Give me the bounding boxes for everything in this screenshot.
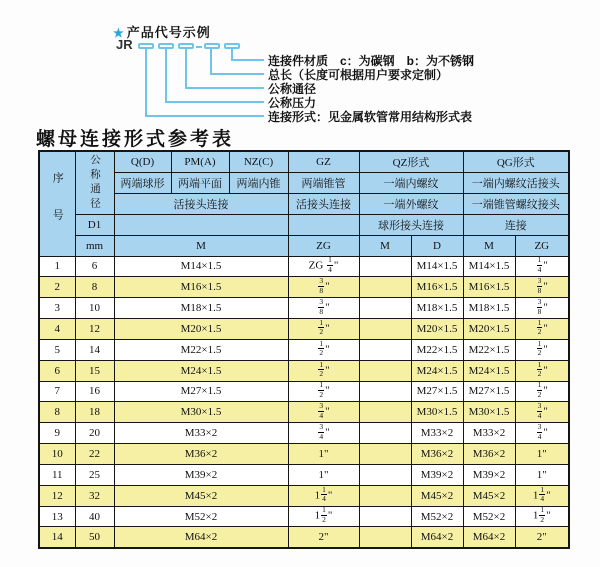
diagram-label-material: 连接件材质 c：为碳钢 b：为不锈钢 (268, 54, 475, 68)
cell-qz-m (359, 256, 411, 277)
cell-qz-d: M16×1.5 (411, 277, 463, 298)
cell-qz-m (359, 423, 411, 444)
cell-qg-m: M36×2 (463, 444, 515, 465)
cell-seq: 12 (39, 485, 75, 506)
header-col-q: Q(D) (114, 151, 171, 172)
diagram-label-pressure: 公称压力 (268, 96, 317, 110)
header-d1: D1 (75, 214, 114, 235)
code-dash (196, 46, 202, 48)
star-icon: ★ (113, 26, 125, 40)
table-row (39, 506, 569, 527)
cell-qz-m (359, 485, 411, 506)
header-blank-left (114, 214, 288, 235)
cell-qz-m (359, 464, 411, 485)
cell-m: M33×2 (114, 423, 288, 444)
cell-m: M45×2 (114, 485, 288, 506)
cell-dn: 22 (75, 444, 114, 465)
cell-qz-d: M20×1.5 (411, 319, 463, 340)
table-row (39, 381, 569, 402)
cell-qg-zg: 1" (515, 464, 569, 485)
cell-seq: 9 (39, 423, 75, 444)
header-qg-desc1: 一端内螺纹活接头 (463, 172, 569, 193)
table-row (39, 319, 569, 340)
cell-qz-d: M24×1.5 (411, 360, 463, 381)
header-col-nz: NZ(C) (229, 151, 288, 172)
diagram-label-connection: 连接形式：见金属软管常用结构形式表 (268, 110, 473, 124)
header-qg-desc3: 连接 (463, 214, 569, 235)
cell-qz-m (359, 360, 411, 381)
cell-qz-d: M18×1.5 (411, 298, 463, 319)
cell-dn: 18 (75, 402, 114, 423)
cell-m: M20×1.5 (114, 319, 288, 340)
cell-qg-zg: $\frac{1}{2}$ " (515, 339, 569, 360)
cell-dn: 32 (75, 485, 114, 506)
cell-dn: 14 (75, 339, 114, 360)
table-title: 螺母连接形式参考表 (36, 129, 235, 150)
cell-qg-m: M33×2 (463, 423, 515, 444)
cell-qz-d: M52×2 (411, 506, 463, 527)
cell-qg-zg: $\frac{3}{8}$ " (515, 298, 569, 319)
cell-qz-d: M33×2 (411, 423, 463, 444)
cell-gz: 1" (288, 444, 359, 465)
cell-m: M39×2 (114, 464, 288, 485)
cell-m: M27×1.5 (114, 381, 288, 402)
cell-m: M18×1.5 (114, 298, 288, 319)
header-qz-d: D (411, 235, 463, 256)
nut-connection-table (38, 150, 570, 549)
leader-line-5 (145, 49, 264, 117)
header-zg-gz: ZG (288, 235, 359, 256)
cell-qg-zg: 1 $\frac{1}{4}$ " (515, 485, 569, 506)
header-qg-m: M (463, 235, 515, 256)
table-row (39, 464, 569, 485)
cell-qz-m (359, 339, 411, 360)
header-seq: 序号 (39, 151, 75, 256)
cell-qz-m (359, 381, 411, 402)
header-gz-union: 活接头连接 (288, 193, 359, 214)
cell-qz-d: M14×1.5 (411, 256, 463, 277)
cell-seq: 13 (39, 506, 75, 527)
cell-qz-d: M22×1.5 (411, 339, 463, 360)
cell-m: M52×2 (114, 506, 288, 527)
header-col-qz: QZ形式 (359, 151, 463, 172)
cell-dn: 25 (75, 464, 114, 485)
table-row (39, 277, 569, 298)
cell-qz-d: M39×2 (411, 464, 463, 485)
header-m-merged: M (114, 235, 288, 256)
header-mm: mm (75, 235, 114, 256)
cell-gz: $\frac{1}{2}$ " (288, 319, 359, 340)
table-row (39, 256, 569, 277)
cell-qz-d: M30×1.5 (411, 402, 463, 423)
cell-qg-zg: $\frac{3}{8}$ " (515, 277, 569, 298)
header-col-gz: GZ (288, 151, 359, 172)
cell-qz-d: M45×2 (411, 485, 463, 506)
cell-seq: 6 (39, 360, 75, 381)
cell-qg-m: M14×1.5 (463, 256, 515, 277)
cell-m: M22×1.5 (114, 339, 288, 360)
cell-dn: 50 (75, 527, 114, 548)
cell-qg-zg: $\frac{3}{4}$ " (515, 423, 569, 444)
cell-seq: 10 (39, 444, 75, 465)
cell-dn: 8 (75, 277, 114, 298)
cell-qg-zg: 2" (515, 527, 569, 548)
table-row (39, 360, 569, 381)
cell-qg-m: M16×1.5 (463, 277, 515, 298)
cell-gz: 1 $\frac{1}{4}$ " (288, 485, 359, 506)
cell-dn: 10 (75, 298, 114, 319)
cell-m: M16×1.5 (114, 277, 288, 298)
cell-qg-m: M27×1.5 (463, 381, 515, 402)
cell-qg-m: M52×2 (463, 506, 515, 527)
diagram-heading-text: 产品代号示例 (126, 25, 211, 40)
table-row (39, 423, 569, 444)
cell-qg-zg: $\frac{3}{4}$ " (515, 402, 569, 423)
cell-seq: 14 (39, 527, 75, 548)
cell-gz: $\frac{3}{8}$ " (288, 298, 359, 319)
header-qg-desc2: 一端锥管螺纹接头 (463, 193, 569, 214)
table-row (39, 444, 569, 465)
table-row (39, 298, 569, 319)
cell-gz: 1" (288, 464, 359, 485)
cell-seq: 1 (39, 256, 75, 277)
cell-gz: 1 $\frac{1}{2}$ " (288, 506, 359, 527)
diagram-label-diameter: 公称通径 (268, 82, 317, 96)
cell-qg-m: M45×2 (463, 485, 515, 506)
cell-seq: 7 (39, 381, 75, 402)
cell-qz-m (359, 319, 411, 340)
cell-qz-d: M36×2 (411, 444, 463, 465)
cell-gz: $\frac{3}{4}$ " (288, 402, 359, 423)
cell-dn: 12 (75, 319, 114, 340)
cell-qz-m (359, 402, 411, 423)
cell-gz: $\frac{3}{8}$ " (288, 277, 359, 298)
cell-seq: 2 (39, 277, 75, 298)
cell-seq: 5 (39, 339, 75, 360)
cell-qz-m (359, 444, 411, 465)
header-gz-desc: 两端锥管 (288, 172, 359, 193)
cell-qz-m (359, 506, 411, 527)
cell-qg-zg: 1 $\frac{1}{2}$ " (515, 506, 569, 527)
header-col-pm: PM(A) (171, 151, 229, 172)
cell-qz-d: M64×2 (411, 527, 463, 548)
cell-qg-zg: $\frac{1}{2}$ " (515, 360, 569, 381)
cell-gz: $\frac{3}{4}$ " (288, 423, 359, 444)
cell-m: M24×1.5 (114, 360, 288, 381)
table-row (39, 485, 569, 506)
cell-qz-d: M27×1.5 (411, 381, 463, 402)
header-qz-desc2: 一端外螺纹 (359, 193, 463, 214)
cell-qg-zg: $\frac{1}{4}$ " (515, 256, 569, 277)
cell-gz: $\frac{1}{2}$ " (288, 360, 359, 381)
cell-qz-m (359, 527, 411, 548)
cell-qg-zg: $\frac{1}{2}$ " (515, 381, 569, 402)
cell-qg-m: M22×1.5 (463, 339, 515, 360)
table-header (39, 151, 569, 256)
cell-dn: 6 (75, 256, 114, 277)
cell-dn: 40 (75, 506, 114, 527)
cell-qz-m (359, 298, 411, 319)
cell-dn: 15 (75, 360, 114, 381)
header-dn: 公称通径 (75, 151, 114, 214)
cell-qg-m: M39×2 (463, 464, 515, 485)
table-row (39, 339, 569, 360)
cell-qg-m: M24×1.5 (463, 360, 515, 381)
header-col-qg: QG形式 (463, 151, 569, 172)
cell-qg-m: M18×1.5 (463, 298, 515, 319)
cell-dn: 20 (75, 423, 114, 444)
header-blank-gz (288, 214, 359, 235)
code-prefix: JR (116, 37, 133, 52)
header-pm-desc: 两端平面 (171, 172, 229, 193)
cell-qg-m: M64×2 (463, 527, 515, 548)
header-nz-desc: 两端内锥 (229, 172, 288, 193)
header-union-merged: 活接头连接 (114, 193, 288, 214)
header-qz-m: M (359, 235, 411, 256)
cell-m: M36×2 (114, 444, 288, 465)
cell-seq: 11 (39, 464, 75, 485)
cell-m: M64×2 (114, 527, 288, 548)
cell-qz-m (359, 277, 411, 298)
cell-qg-m: M30×1.5 (463, 402, 515, 423)
header-qz-desc3: 球形接头连接 (359, 214, 463, 235)
table-row (39, 527, 569, 548)
cell-qg-m: M20×1.5 (463, 319, 515, 340)
cell-gz: $\frac{1}{2}$ " (288, 339, 359, 360)
table-body (39, 256, 569, 548)
header-qz-desc1: 一端内螺纹 (359, 172, 463, 193)
cell-qg-zg: $\frac{1}{2}$ " (515, 319, 569, 340)
header-q-desc: 两端球形 (114, 172, 171, 193)
cell-seq: 8 (39, 402, 75, 423)
table-row (39, 402, 569, 423)
cell-gz: 2" (288, 527, 359, 548)
cell-qg-zg: 1" (515, 444, 569, 465)
cell-dn: 16 (75, 381, 114, 402)
cell-seq: 3 (39, 298, 75, 319)
cell-gz: ZG $\frac{1}{4}$ " (288, 256, 359, 277)
cell-seq: 4 (39, 319, 75, 340)
diagram-label-length: 总长（长度可根据用户要求定制） (268, 68, 449, 82)
cell-gz: $\frac{1}{2}$ " (288, 381, 359, 402)
cell-m: M30×1.5 (114, 402, 288, 423)
header-qg-zg: ZG (515, 235, 569, 256)
cell-m: M14×1.5 (114, 256, 288, 277)
